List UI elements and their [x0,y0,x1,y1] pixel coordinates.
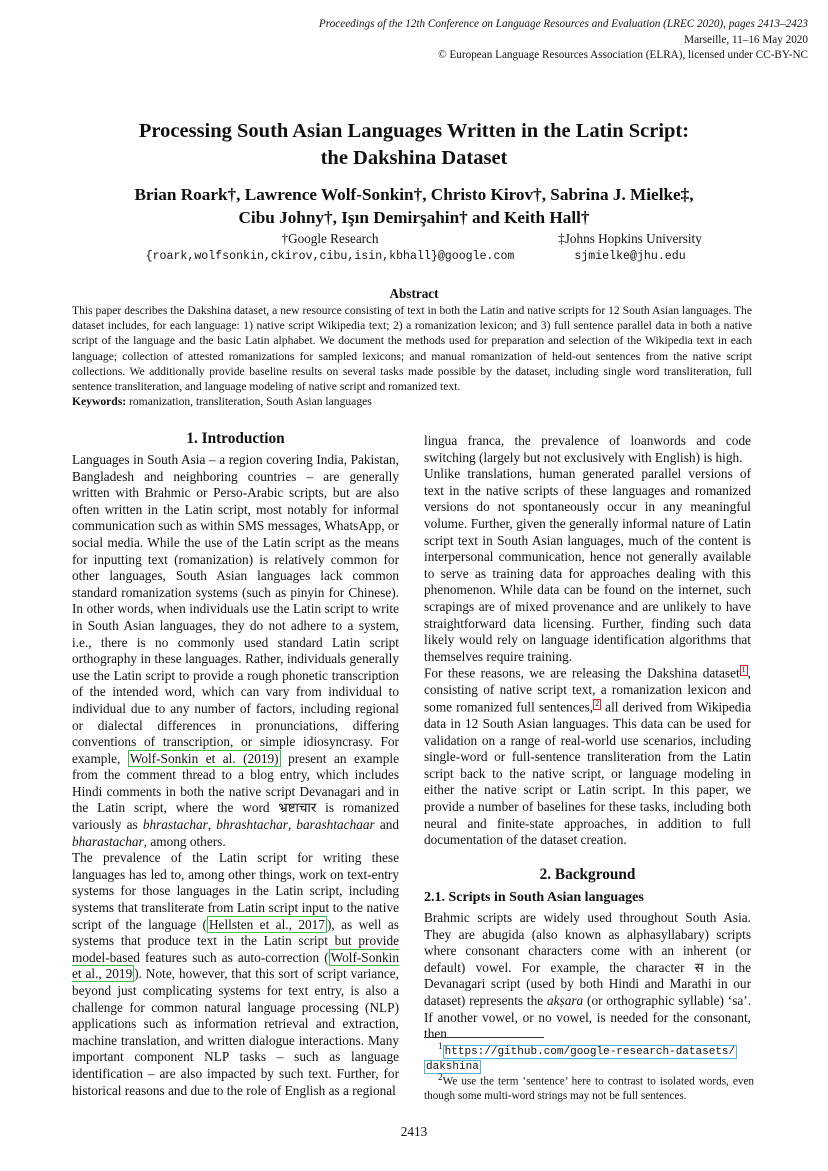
keywords-label: Keywords: [72,395,127,409]
citation-link[interactable]: Wolf-Sonkin et al., 2019 [72,949,399,982]
authors-line-1: Brian Roark†, Lawrence Wolf-Sonkin†, Christo Kirov†, Sabrina J. Mielke‡, [134,185,694,204]
paper-title [70,118,758,172]
license-line: © European Language Resources Association (ELRA), licensed under CC-BY-NC [438,49,808,61]
footnote-url-link-continued[interactable]: dakshina [426,1061,479,1074]
romanization-example: bharastachar [72,833,144,849]
proceedings-header [319,17,808,64]
romanization-example: bhrashtachar [216,817,288,833]
affiliation-email: sjmielke@jhu.edu [574,250,686,263]
background-paragraph [424,910,751,1043]
citation-link[interactable]: Hellsten et al., 2017 [208,916,325,932]
footnote-rule [424,1037,544,1038]
affiliation-google [120,230,540,266]
right-column [424,433,751,849]
text-run: ), as well as systems that produce text in the Latin script but provide model-based features such as auto-correction ( [72,916,399,965]
authors-line-2: Cibu Johny†, Işın Demirşahin† and Keith Hall† [238,208,590,227]
text-run: Brahmic scripts are widely used throughout South Asia. They are abugida (also known as alphasyllabary) scripts where consonant characters come with an inherent (or default) vowel. For example, the character स in the Devanagari script (used by both Hindi and Marathi in our dataset) represents the [424,910,751,1008]
affiliation-jhu [530,230,730,266]
footnote-marker[interactable]: 1 [741,665,746,675]
text-run: For these reasons, we are releasing the Dakshina dataset [424,665,740,681]
affiliation-name: †Google Research [281,231,379,246]
footnote-url-link[interactable]: https://github.com/google-research-datasets/ [444,1045,736,1058]
term-akshara: akṣara [547,992,584,1008]
footnote-number: 1 [438,1042,443,1052]
romanization-example: bhrastachar [142,817,208,833]
paragraph: Unlike translations, human generated parallel versions of text in the native scripts of these languages and romanized versions do not spontaneously occur in any meaningful volume. Further, given the generally informal nature of Latin script text in South Asian languages, much of the content is interpersonal communication, hence not generally available to serve as training data for approaches dealing with this phenomenon. While data can be found on the internet, such scrapings are of mixed provenance and are unlikely to have straightforward data licensing. Further, finding such data likely would rely on language identification algorithms that themselves require training. [424,466,751,664]
left-column [72,452,399,1099]
text-run: The prevalence of the Latin script for writing these languages has led to, among other things, work on text-entry systems for those languages in the Latin script, including systems that transliterate from Latin script input to the native script of the language ( [72,850,399,932]
paragraph [424,665,751,848]
paragraph: lingua franca, the prevalence of loanwords and code switching (largely but not exclusively with English) is high. [424,433,751,465]
paragraph [424,910,751,1043]
footnote-marker[interactable]: 2 [595,698,600,708]
section-heading-introduction: 1. Introduction [186,430,285,447]
text-run: ). Note, however, that this sort of script variance, beyond just complicating systems for text entry, is also a challenge for common natural language processing (NLP) applications such as information retrieval and extraction, machine translation, and written dialogue interactions. Many important component NLP tasks – such as language identification – are also impacted by such text. Further, for historical reasons and due to the role of English as a regional [72,966,399,1098]
keywords-text: romanization, transliteration, South Asian languages [129,395,372,409]
text-run: Languages in South Asia – a region covering India, Pakistan, Bangladesh and neighboring countries – are generally written with Brahmic or Perso-Arabic scripts, but are also often written in the Latin script, most notably for informal communication such as within SMS messages, WhatsApp, or social media. While the use of the Latin script as the means for inputting text (romanization) is relatively common for other languages, South Asian languages lack common standard romanization systems (such as pinyin for Chinese). In other words, when individuals use the Latin script to write in South Asian languages, they do not adhere to a system, i.e., there is no commonly used standard Latin script orthography in these languages. Rather, individuals generally use the Latin script to provide a rough phonetic transcription of the intended word, which can vary from individual to individual due to any number of factors, including regional or dialectal differences in pronunciations, differing conventions of transcription, or simple idiosyncrasy. For example, [72,452,399,766]
text-run: , consisting of native script text, a romanization lexicon and some romanized full sentences, [424,665,751,715]
footnote-number: 2 [438,1073,443,1083]
section-heading-background: 2. Background [539,866,636,883]
author-list [70,183,758,229]
title-line-2: the Dakshina Dataset [320,147,508,169]
text-run: , among others. [143,833,226,849]
page-number: 2413 [400,1124,428,1139]
citation-link[interactable]: Wolf-Sonkin et al. (2019) [129,750,279,766]
text-run: all derived from Wikipedia data in 12 South Asian languages. This data can be used for validation on a range of real-world use scenarios, including single-word or full-sentence transliteration from the Latin script back to the native script, or language modeling in either the native script or Latin script. In this paper, we provide a number of baselines for these tasks, including both neural and finite-state approaches, in addition to full documentation of the dataset creation. [424,699,751,848]
text-run: present an example from the comment thread to a blog entry, which includes Hindi comments in both the native script Devanagari and in the Latin script, where the word भ्रष्टाचार is romanized variously as [72,750,400,833]
subsection-heading: 2.1. Scripts in South Asian languages [424,890,644,905]
abstract-body [72,303,752,409]
affiliation-email: {roark,wolfsonkin,ckirov,cibu,isin,kbhall}@google.com [145,250,515,263]
venue-line: Proceedings of the 12th Conference on Language Resources and Evaluation (LREC 2020), pages 2413–2423 [318,18,808,30]
abstract-heading: Abstract [389,286,439,301]
affiliation-name: ‡Johns Hopkins University [558,231,702,246]
footnote-1 [424,1040,754,1075]
paragraph: Languages in South Asia – a region covering India, Pakistan, Bangladesh and neighboring countries – are generally written with Brahmic or Perso-Arabic scripts, but are also often written in the Latin script, most notably for informal communication such as within SMS messages, WhatsApp, or social media. While the use of the Latin script as the means for inputting text (romanization) is relatively common for other languages, South Asian languages lack common standard romanization systems (such as pinyin for Chinese). In other words, when individuals use the Latin script to write in South Asian languages, they do not adhere to a system, i.e., there is no commonly used standard Latin script orthography in these languages. Rather, individuals generally use the Latin script to provide a rough phonetic transcription of the intended word, which can vary from individual to individual due to any number of factors, including regional or dialectal differences in pronunciations, differing conventions of transcription, or simple idiosyncrasy. For example, Wolf-Sonkin et al. (2019) present an example from the comment thread to a blog entry, which includes Hindi comments in both the native script Devanagari and in the Latin script, where the word भ्रष्टाचार is romanized variously as bhrastachar, bhrashtachar, barashtachaar and bharastachar, among others. [72,452,400,849]
text-run: and [379,817,400,833]
text-run: (or orthographic syllable) ‘sa’. If another vowel, or no vowel, is needed for the consonant, then [424,992,752,1042]
footnote-text: We use the term ‘sentence’ here to contrast to isolated words, even though some multi-word strings may not be full sentences. [424,1075,754,1103]
paragraph [72,850,399,1099]
location-line: Marseille, 11–16 May 2020 [684,33,808,46]
title-line-1: Processing South Asian Languages Written in the Latin Script: [138,120,690,142]
romanization-example: barashtachaar [296,817,375,833]
footnote-2 [424,1071,754,1104]
abstract-text: This paper describes the Dakshina dataset, a new resource consisting of text in both the Latin and native scripts for 12 South Asian languages. The dataset includes, for each language: 1) native script Wikipedia text; 2) a romanization lexicon; and 3) full sentence parallel data in both a native script of the language and the basic Latin alphabet. We document the methods used for preparation and selection of the Wikipedia text in each language; collection of attested romanizations for sampled lexicons; and manual romanization of held-out sentences from the native script collections. We additionally provide baseline results on several tasks made possible by the dataset, including single word transliteration, full sentence transliteration, and language modeling of native script and romanized text. [72,304,752,394]
